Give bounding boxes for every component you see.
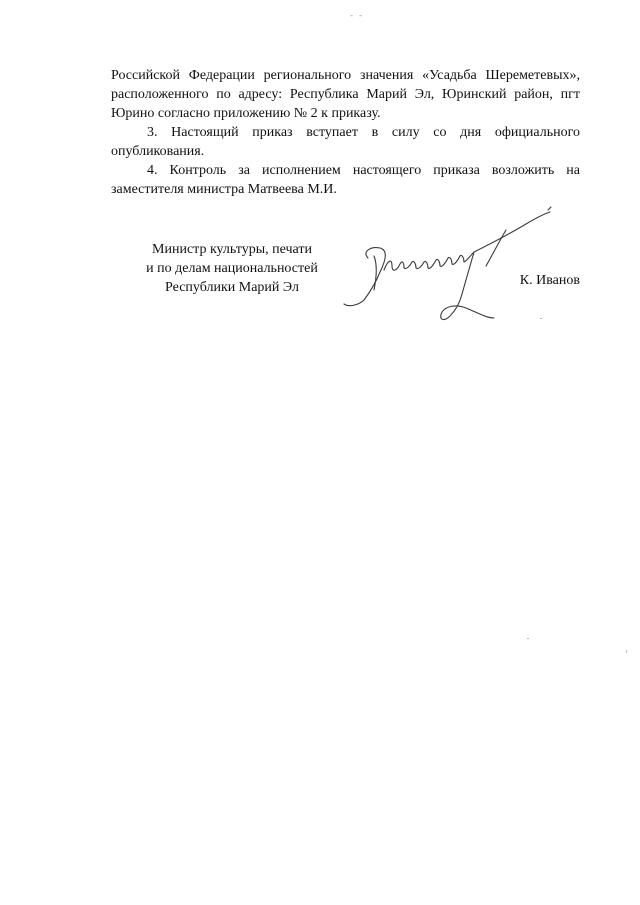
signer-title — [127, 240, 337, 297]
paragraph-item-3: 3. Настоящий приказ вступает в силу со дня официального опубликования. — [111, 125, 580, 159]
signer-title-line: Республики Марий Эл — [165, 280, 299, 295]
paragraph-continuation: Российской Федерации регионального значения «Усадьба Шереметевых», расположенного по адресу: Республика Марий Эл, Юринский район, пгт Юрино согласно приложению № 2 к приказу. — [111, 68, 580, 121]
scan-speck — [626, 650, 627, 653]
handwritten-signature — [330, 200, 560, 330]
signer-title-line: Министр культуры, печати — [152, 242, 312, 257]
signer-name: К. Иванов — [519, 273, 580, 288]
document-body — [111, 66, 580, 199]
scan-speck — [527, 638, 529, 639]
signer-title-line: и по делам национальностей — [146, 261, 318, 276]
paragraph-item-4: 4. Контроль за исполнением настоящего приказа возложить на заместителя министра Матвеева М.И. — [111, 163, 580, 197]
page-header-mark: - - — [350, 10, 365, 20]
scan-speck — [540, 318, 542, 319]
